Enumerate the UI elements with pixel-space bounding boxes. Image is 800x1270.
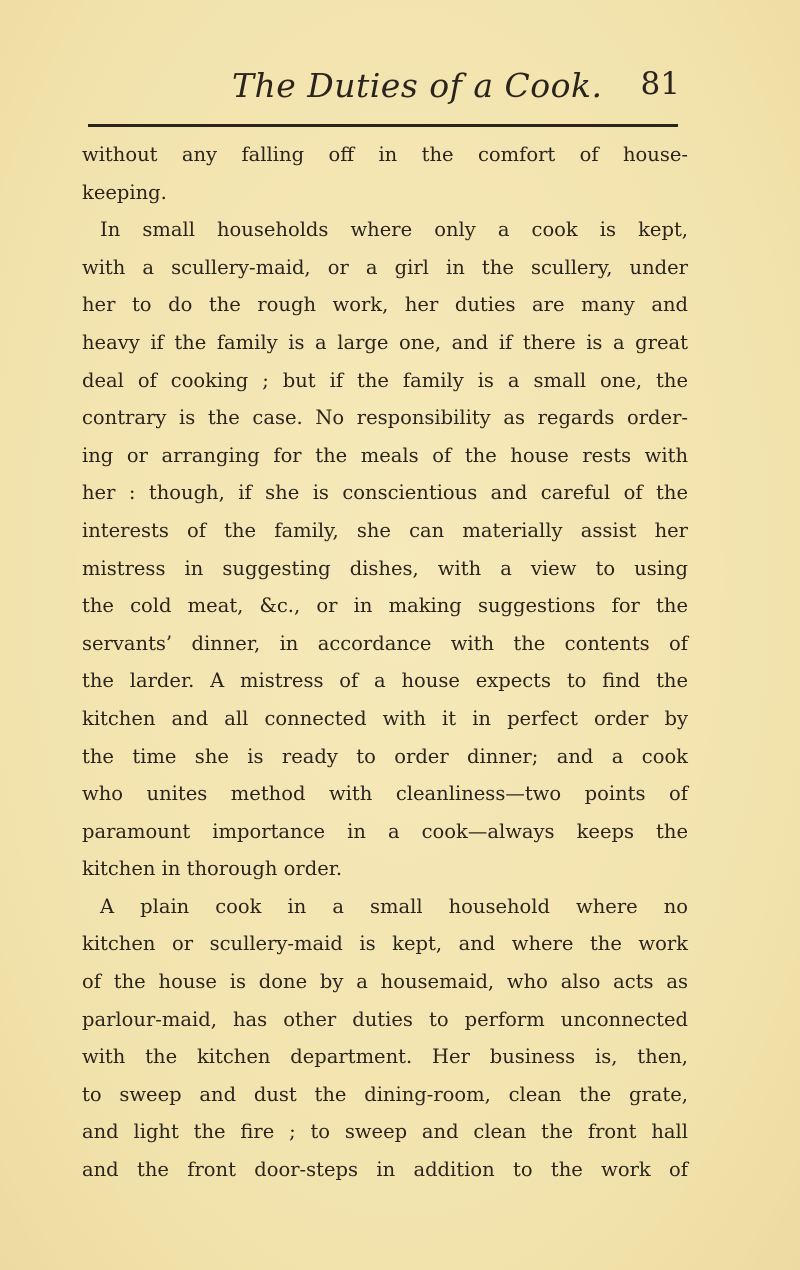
text-line: without any falling off in the comfort of house- bbox=[82, 143, 688, 166]
page-number: 81 bbox=[640, 66, 680, 102]
text-line: and light the fire ; to sweep and clean the front hall bbox=[82, 1120, 688, 1144]
text-line: kitchen or scullery-maid is kept, and where the work bbox=[82, 932, 688, 956]
text-line: with the kitchen department. Her business is, then, bbox=[82, 1045, 688, 1069]
text-line: the larder. A mistress of a house expects to find the bbox=[82, 669, 688, 693]
text-line: contrary is the case. No responsibility as regards order- bbox=[82, 406, 688, 430]
header-rule bbox=[88, 124, 678, 127]
text-line: heavy if the family is a large one, and if there is a great bbox=[82, 330, 688, 354]
text-line: to sweep and dust the dining-room, clean the grate, bbox=[82, 1082, 688, 1106]
text-line: the cold meat, &c., or in making suggestions for the bbox=[82, 594, 688, 618]
text-line: mistress in suggesting dishes, with a view to using bbox=[82, 556, 688, 580]
text-line: In small households where only a cook is kept, bbox=[100, 218, 688, 242]
text-line: and the front door-steps in addition to the work of bbox=[82, 1158, 688, 1182]
text-line: kitchen in thorough order. bbox=[82, 857, 343, 881]
text-line: who unites method with cleanliness—two points of bbox=[82, 782, 688, 806]
body-text bbox=[82, 136, 688, 1189]
text-line: keeping. bbox=[82, 180, 167, 204]
text-line: kitchen and all connected with it in perfect order by bbox=[82, 706, 688, 730]
text-line: of the house is done by a housemaid, who also acts as bbox=[82, 970, 688, 994]
text-line: with a scullery-maid, or a girl in the scullery, under bbox=[82, 255, 688, 279]
running-title: The Duties of a Cook. bbox=[232, 66, 603, 105]
page-header bbox=[0, 66, 800, 110]
text-line: parlour-maid, has other duties to perform unconnected bbox=[82, 1007, 688, 1031]
text-line: paramount importance in a cook—always keeps the bbox=[82, 819, 688, 843]
text-line: interests of the family, she can materially assist her bbox=[82, 518, 688, 542]
text-line: deal of cooking ; but if the family is a small one, the bbox=[82, 368, 688, 392]
text-line: A plain cook in a small household where no bbox=[100, 894, 688, 918]
text-line: her : though, if she is conscientious and careful of the bbox=[82, 481, 688, 505]
text-line: the time she is ready to order dinner; and a cook bbox=[82, 744, 688, 768]
text-line: ing or arranging for the meals of the house rests with bbox=[82, 443, 688, 467]
text-line: servants’ dinner, in accordance with the contents of bbox=[82, 631, 688, 655]
text-line: her to do the rough work, her duties are many and bbox=[82, 293, 688, 317]
